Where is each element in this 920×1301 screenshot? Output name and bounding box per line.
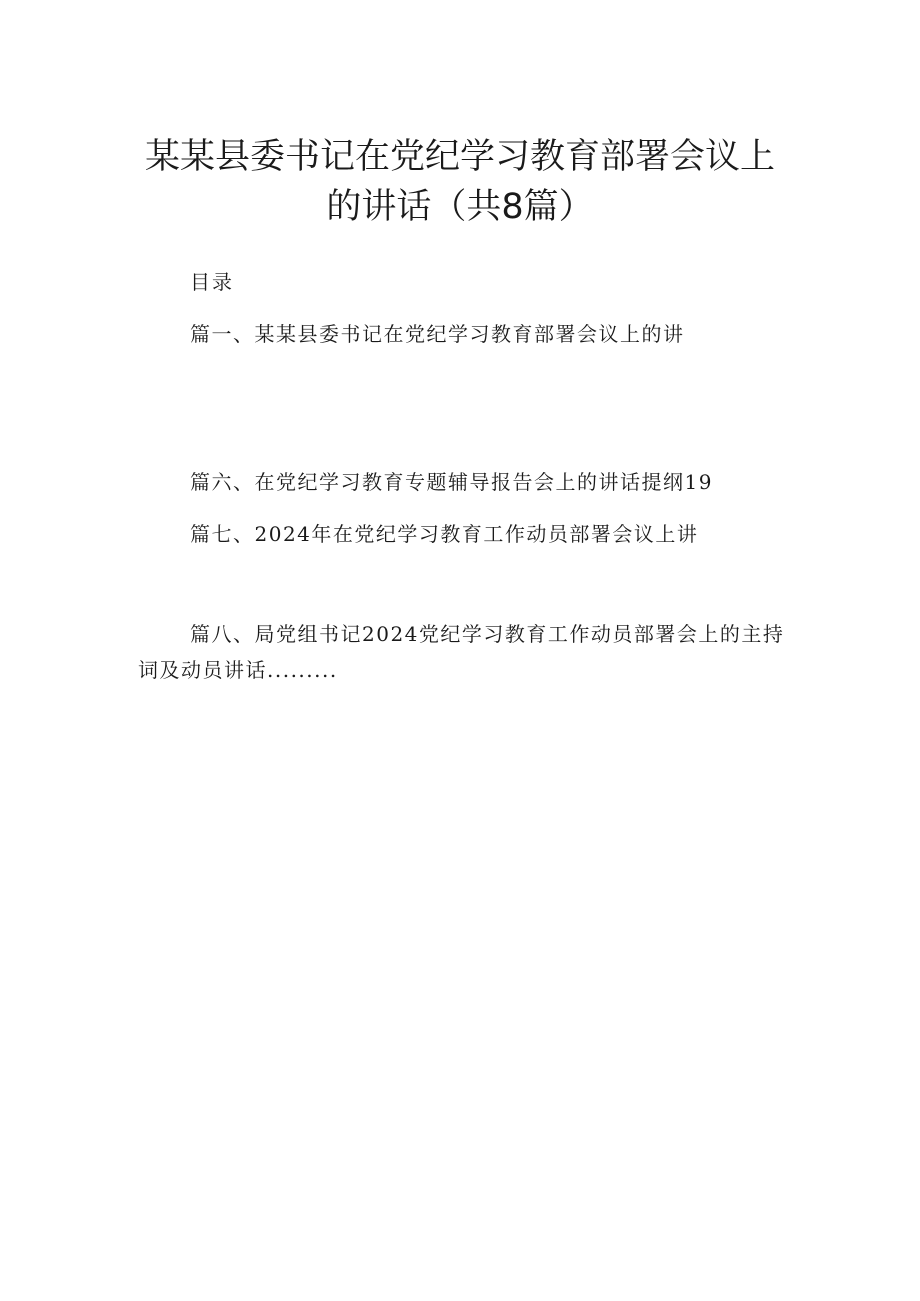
toc-item-8[interactable]: 篇八、局党组书记2024党纪学习教育工作动员部署会上的主持词及动员讲话......... — [138, 622, 785, 682]
toc-item-1[interactable]: 篇一、某某县委书记在党纪学习教育部署会议上的讲 — [190, 322, 685, 346]
title-line-1: 某某县委书记在党纪学习教育部署会议上 — [144, 137, 775, 177]
title-line-2: 的讲话（共8篇） — [326, 187, 594, 227]
document-title — [0, 132, 920, 232]
toc-heading: 目录 — [190, 270, 234, 294]
toc-item-6[interactable]: 篇六、在党纪学习教育专题辅导报告会上的讲话提纲19 — [190, 470, 713, 494]
toc-item-7[interactable]: 篇七、2024年在党纪学习教育工作动员部署会议上讲 — [190, 522, 699, 546]
